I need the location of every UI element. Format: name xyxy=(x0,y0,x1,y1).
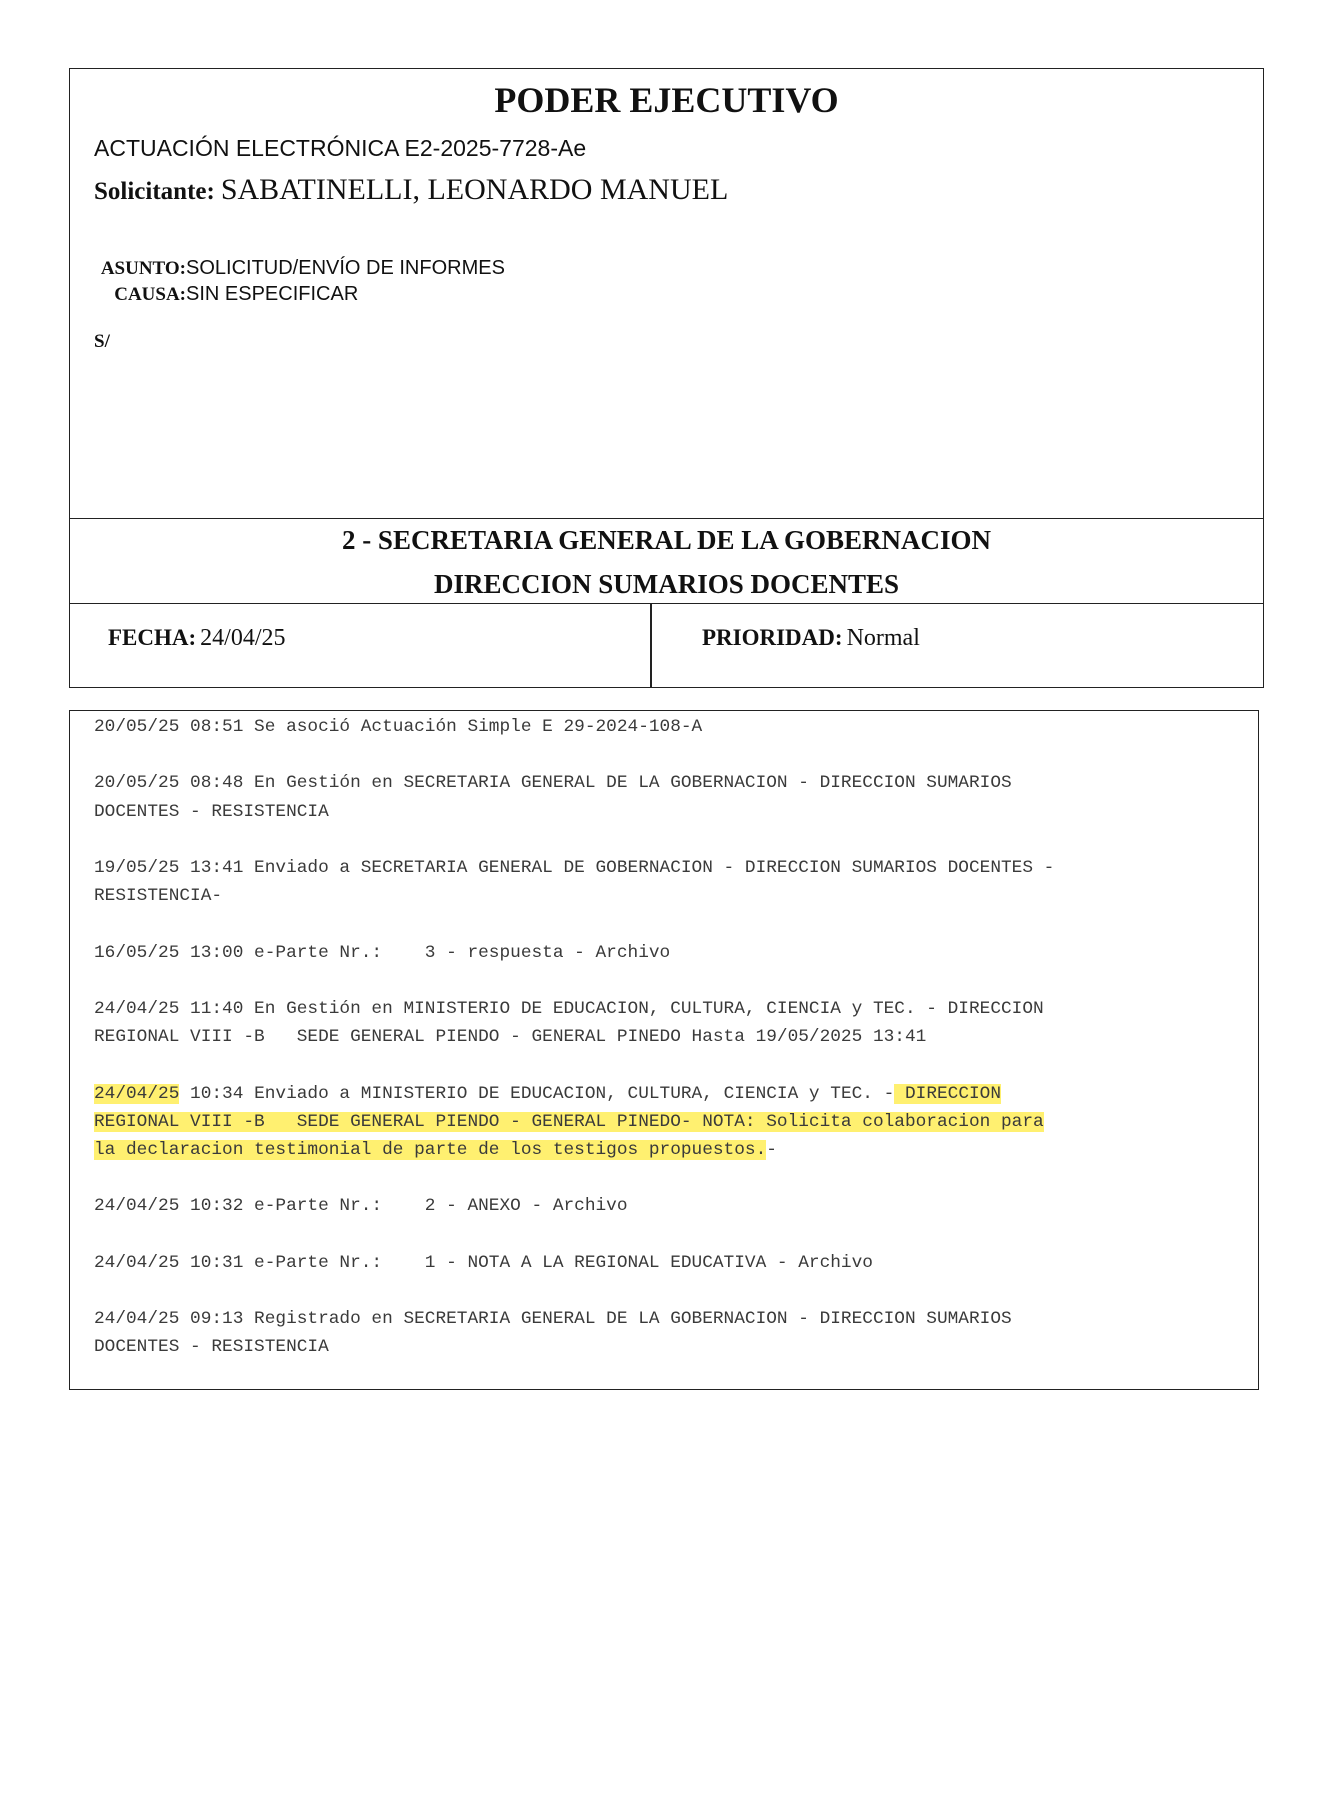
s-label: S/ xyxy=(94,331,110,352)
highlight-line3: la declaracion testimonial de parte de los testigos propuestos. xyxy=(94,1140,767,1161)
actuacion-number: ACTUACIÓN ELECTRÓNICA E2-2025-7728-Ae xyxy=(94,135,587,161)
document-header xyxy=(69,68,1264,688)
meta-divider xyxy=(650,603,652,688)
log-entry: 19/05/25 13:41 Enviado a SECRETARIA GENERAL DE GOBERNACION - DIRECCION SUMARIOS DOCENTES - RESISTENCIA- xyxy=(94,858,1055,907)
log-text xyxy=(94,713,1244,1362)
secretaria-line2: DIRECCION SUMARIOS DOCENTES xyxy=(433,569,900,599)
log-entry: 24/04/25 10:31 e-Parte Nr.: 1 - NOTA A LA REGIONAL EDUCATIVA - Archivo xyxy=(94,1252,873,1273)
causa-value: SIN ESPECIFICAR xyxy=(186,283,359,305)
document-title: PODER EJECUTIVO xyxy=(494,80,839,120)
movement-log xyxy=(69,710,1259,1390)
secretaria-line1: 2 - SECRETARIA GENERAL DE LA GOBERNACION xyxy=(341,525,992,555)
asunto-row xyxy=(94,257,505,280)
log-entry: 24/04/25 09:13 Registrado en SECRETARIA GENERAL DE LA GOBERNACION - DIRECCION SUMARIOS DOCENTES - RESISTENCIA xyxy=(94,1309,1012,1358)
secretaria-section xyxy=(70,518,1263,604)
fecha-label: FECHA: xyxy=(108,625,197,650)
log-entry: 24/04/25 10:32 e-Parte Nr.: 2 - ANEXO - Archivo xyxy=(94,1196,628,1217)
prioridad-label: PRIORIDAD: xyxy=(702,625,843,650)
prioridad-value: Normal xyxy=(846,625,920,651)
solicitante xyxy=(94,173,728,207)
log-entry: 20/05/25 08:51 Se asoció Actuación Simple E 29-2024-108-A xyxy=(94,717,703,737)
log-entry-tail: - xyxy=(766,1140,777,1161)
prioridad-cell xyxy=(702,625,920,652)
log-entry: 24/04/25 11:40 En Gestión en MINISTERIO DE EDUCACION, CULTURA, CIENCIA y TEC. - DIRECCION REGIONAL VIII -B SEDE GENERAL PIENDO - GENERAL PINEDO Hasta 19/05/2025 13:41 xyxy=(94,999,1044,1048)
fecha-value: 24/04/25 xyxy=(200,625,286,651)
causa-label: CAUSA: xyxy=(114,284,186,305)
log-entry-middle: 10:34 Enviado a MINISTERIO DE EDUCACION, CULTURA, CIENCIA y TEC. - xyxy=(179,1083,895,1104)
log-entry-highlighted xyxy=(94,1084,1044,1160)
highlight-line1: DIRECCION xyxy=(894,1083,1002,1104)
highlight-line2: REGIONAL VIII -B SEDE GENERAL PIENDO - GENERAL PINEDO- NOTA: Solicita colaboracion para xyxy=(94,1111,1044,1132)
log-entry: 16/05/25 13:00 e-Parte Nr.: 3 - respuesta - Archivo xyxy=(94,942,671,963)
asunto-label: ASUNTO: xyxy=(100,258,186,279)
highlight-date: 24/04/25 xyxy=(94,1083,180,1104)
causa-row xyxy=(94,283,358,306)
asunto-value: SOLICITUD/ENVÍO DE INFORMES xyxy=(186,257,505,279)
log-entry: 20/05/25 08:48 En Gestión en SECRETARIA GENERAL DE LA GOBERNACION - DIRECCION SUMARIOS DOCENTES - RESISTENCIA xyxy=(94,773,1012,822)
solicitante-value: SABATINELLI, LEONARDO MANUEL xyxy=(220,173,729,206)
fecha-cell xyxy=(108,625,286,652)
solicitante-label: Solicitante: xyxy=(94,178,215,205)
